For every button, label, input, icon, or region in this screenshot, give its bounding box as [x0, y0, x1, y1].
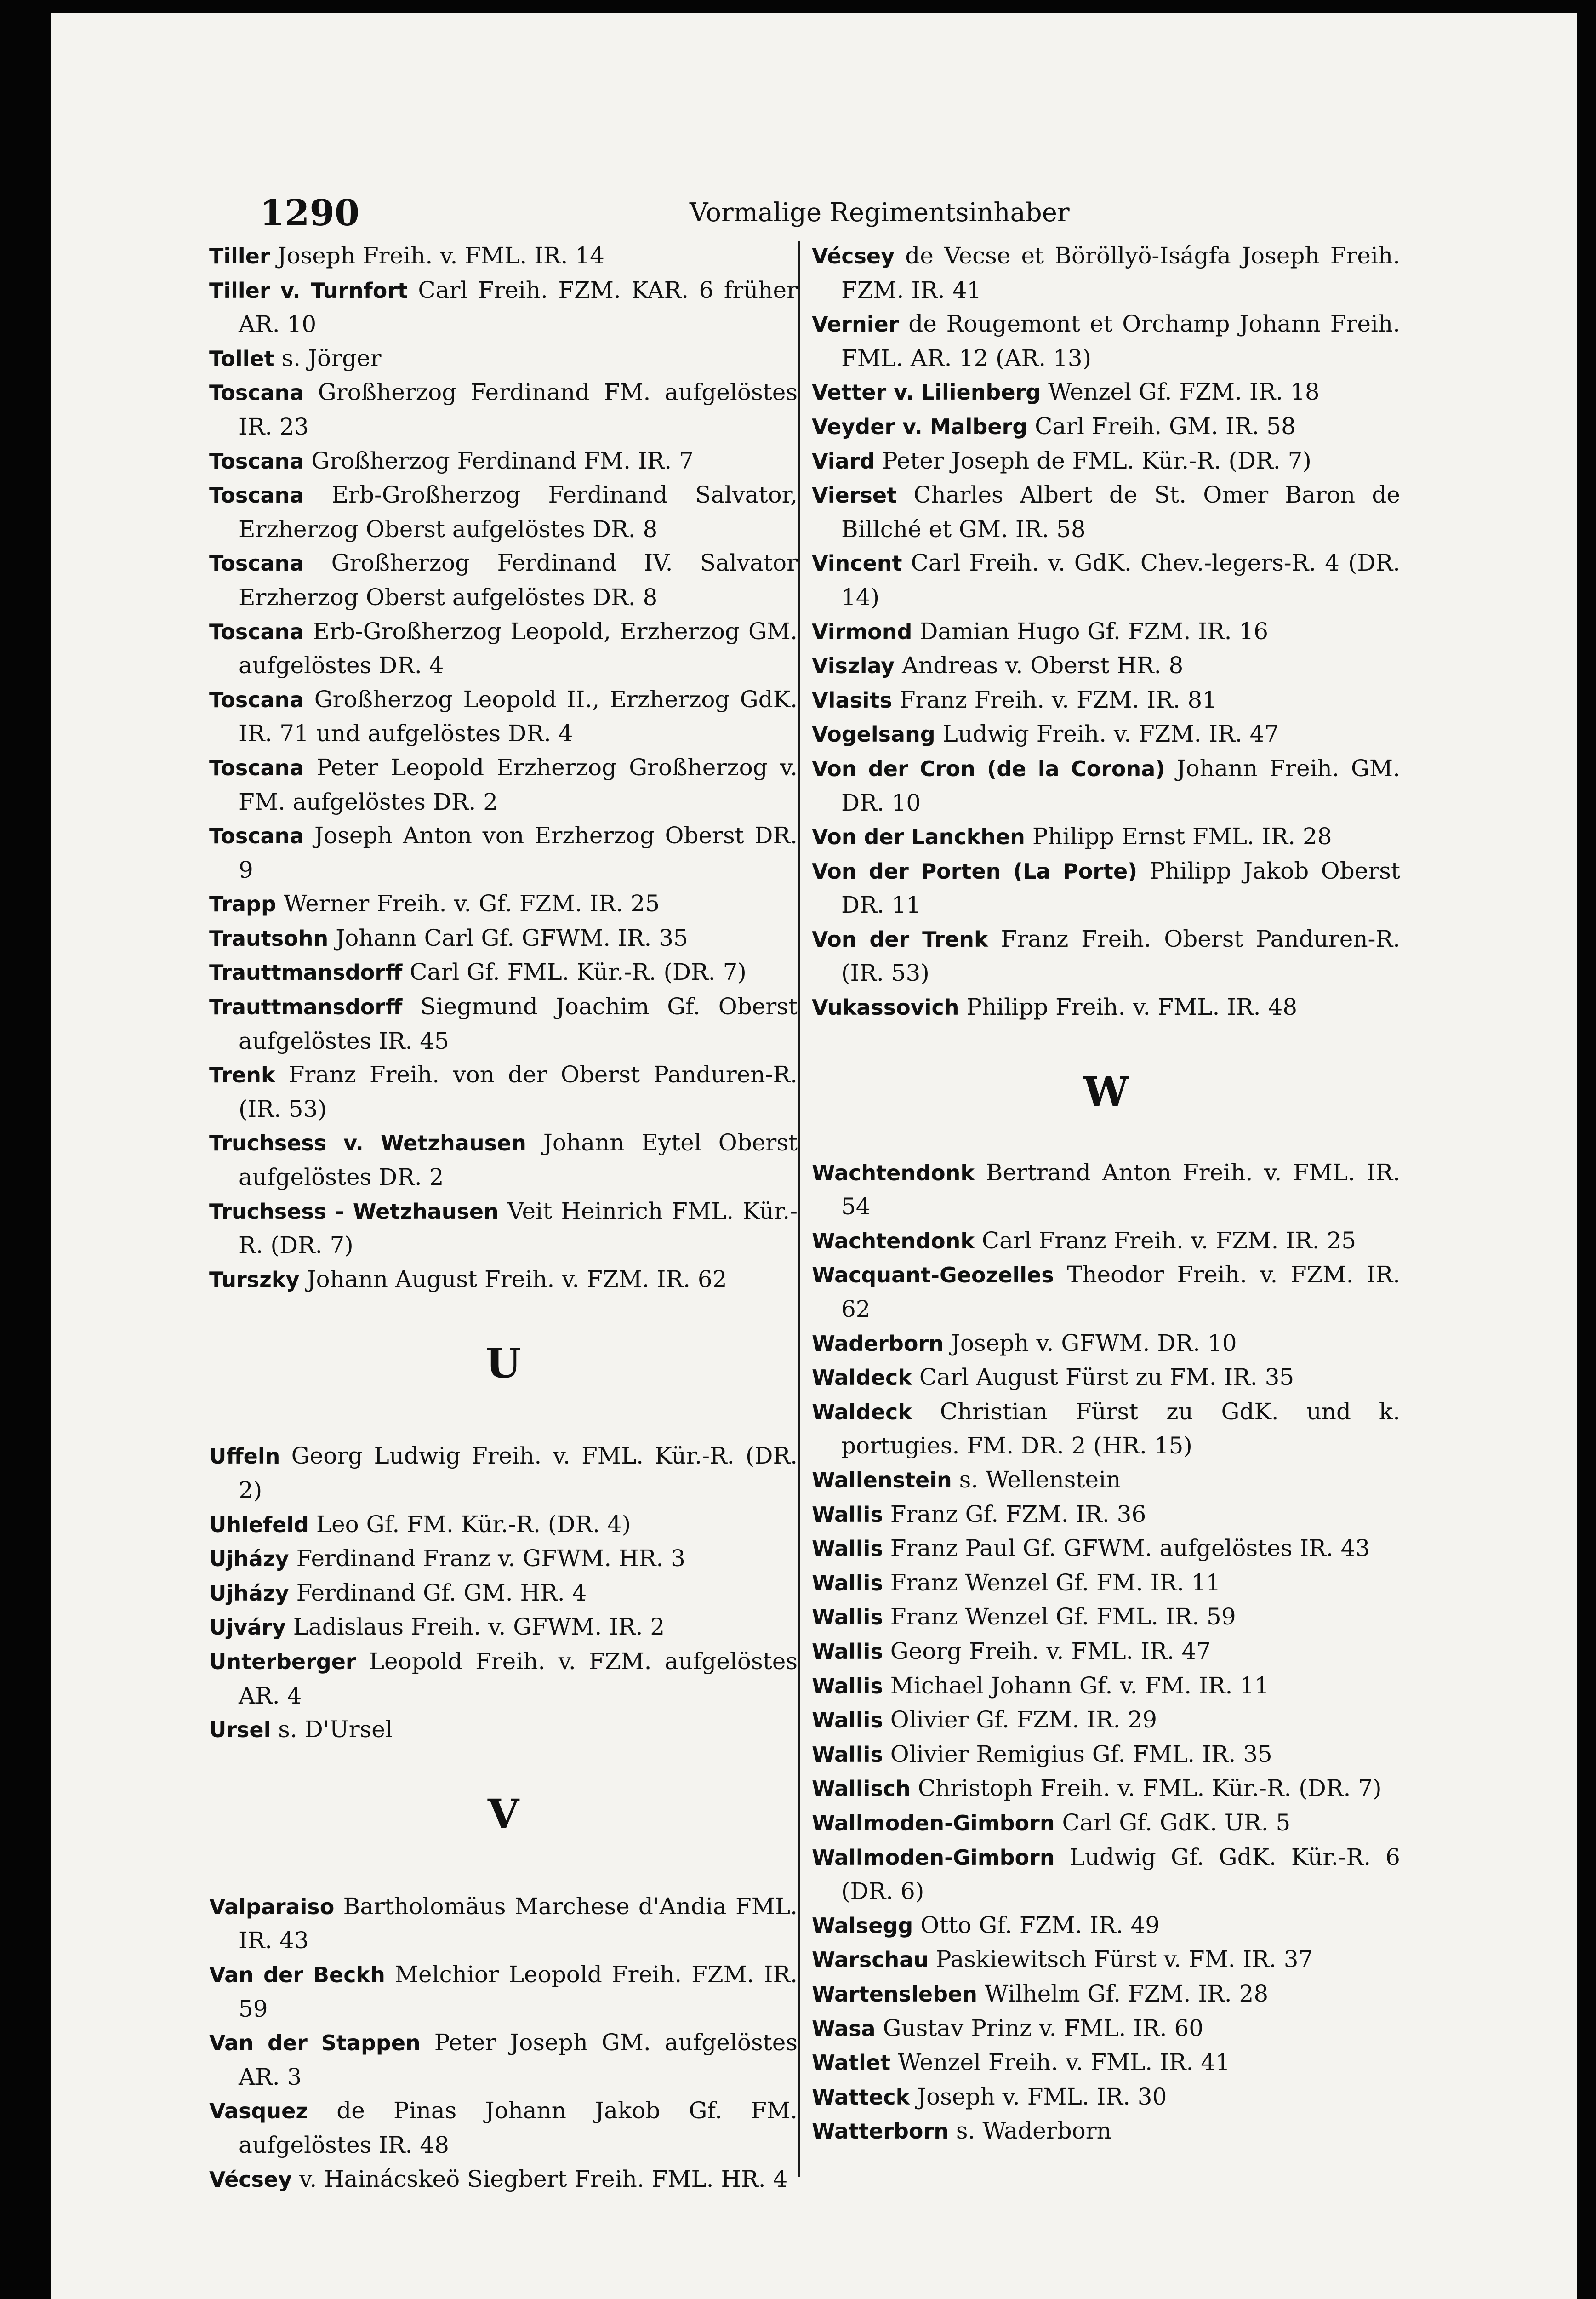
entry-name: Wallis — [812, 1673, 883, 1699]
entry-name: Wallmoden-Gimborn — [812, 1845, 1055, 1870]
entry-text: Peter Joseph de FML. Kür.-R. (DR. 7) — [882, 447, 1311, 474]
entry-name: Von der Trenk — [812, 926, 988, 952]
entry-text: Christian Fürst zu GdK. und k. portugies. FM. DR. 2 (HR. 15) — [841, 1398, 1400, 1459]
index-entry — [209, 1958, 798, 2026]
index-entry — [209, 1713, 798, 1747]
index-entry — [209, 751, 798, 819]
entry-text: Otto Gf. FZM. IR. 49 — [920, 1911, 1160, 1939]
entry-text: Erb-Großherzog Ferdinand Salvator, Erzherzog Oberst aufgelöstes DR. 8 — [239, 481, 798, 543]
entry-name: Watteck — [812, 2084, 910, 2110]
index-entry — [209, 683, 798, 751]
index-entry — [209, 274, 798, 342]
entry-text: Carl Freih. FZM. KAR. 6 früher AR. 10 — [239, 276, 798, 338]
index-entry — [209, 1126, 798, 1194]
entry-text: Ladislaus Freih. v. GFWM. IR. 2 — [293, 1613, 665, 1641]
index-entry — [812, 717, 1400, 752]
index-entry — [812, 444, 1400, 479]
index-entry — [812, 478, 1400, 546]
entry-name: Tollet — [209, 346, 274, 371]
entry-text: Großherzog Ferdinand FM. IR. 7 — [311, 447, 694, 474]
entry-text: Joseph v. GFWM. DR. 10 — [951, 1329, 1237, 1356]
index-entry — [209, 239, 798, 274]
index-entry — [209, 1542, 798, 1576]
entry-name: Trauttmansdorff — [209, 995, 403, 1020]
entry-name: Wallis — [812, 1605, 883, 1630]
entry-name: Trauttmansdorff — [209, 960, 403, 985]
entry-text: Melchior Leopold Freih. FZM. IR. 59 — [239, 1961, 798, 2022]
entry-name: Wacquant-Geozelles — [812, 1263, 1054, 1288]
entry-name: Ujházy — [209, 1580, 289, 1606]
index-entry — [812, 2012, 1400, 2046]
entry-text: Franz Freih. von der Oberst Panduren-R. (IR. 53) — [239, 1061, 798, 1122]
index-entry — [812, 1635, 1400, 1669]
entry-name: Viard — [812, 448, 875, 474]
entry-name: Toscana — [209, 448, 304, 474]
index-entry — [812, 1258, 1400, 1326]
entry-name: Waldeck — [812, 1365, 912, 1390]
index-entry — [812, 1841, 1400, 1909]
index-entry — [812, 752, 1400, 820]
entry-name: Vernier — [812, 312, 899, 337]
entry-name: Wallmoden-Gimborn — [812, 1810, 1055, 1836]
index-entry — [209, 990, 798, 1058]
entry-name: Vogelsang — [812, 722, 935, 747]
index-entry — [812, 1806, 1400, 1841]
index-entry — [812, 683, 1400, 718]
entry-text: Veit Heinrich FML. Kür.-R. (DR. 7) — [239, 1197, 798, 1259]
entry-text: Michael Johann Gf. v. FM. IR. 11 — [890, 1672, 1269, 1699]
entry-name: Vukassovich — [812, 995, 959, 1020]
entry-text: Großherzog Ferdinand FM. aufgelöstes IR. 23 — [239, 379, 798, 440]
entry-text: Andreas v. Oberst HR. 8 — [902, 652, 1184, 679]
index-entry — [209, 921, 798, 956]
entry-name: Wachtendonk — [812, 1160, 975, 1185]
entry-name: Vécsey — [209, 2167, 292, 2192]
index-entry — [812, 922, 1400, 990]
entry-list-v-cont — [812, 239, 1400, 1025]
index-entry — [812, 1669, 1400, 1704]
entry-text: s. Waderborn — [956, 2117, 1112, 2145]
entry-text: s. D'Ursel — [278, 1716, 393, 1743]
entry-text: Großherzog Leopold II., Erzherzog GdK. IR. 71 und aufgelöstes DR. 4 — [239, 686, 798, 747]
column-divider — [798, 241, 800, 2177]
entry-list-v — [209, 1890, 798, 2196]
entry-name: Wallisch — [812, 1776, 911, 1801]
entry-text: Christoph Freih. v. FML. Kür.-R. (DR. 7) — [918, 1775, 1382, 1802]
index-entry — [812, 307, 1400, 375]
index-entry — [812, 546, 1400, 614]
entry-name: Trenk — [209, 1063, 275, 1088]
index-entry — [812, 820, 1400, 854]
entry-name: Toscana — [209, 380, 304, 406]
entry-name: Wallis — [812, 1502, 883, 1527]
entry-text: Peter Leopold Erzherzog Großherzog v. FM. aufgelöstes DR. 2 — [239, 754, 798, 815]
index-entry — [812, 2114, 1400, 2149]
entry-text: Charles Albert de St. Omer Baron de Billché et GM. IR. 58 — [841, 481, 1400, 543]
entry-name: Wachtendonk — [812, 1228, 975, 1253]
index-entry — [812, 1738, 1400, 1772]
entry-name: Waderborn — [812, 1331, 944, 1356]
index-entry — [209, 546, 798, 614]
index-entry — [812, 1600, 1400, 1635]
entry-text: Theodor Freih. v. FZM. IR. 62 — [841, 1261, 1400, 1323]
index-entry — [812, 1395, 1400, 1463]
entry-name: Vetter v. Lilienberg — [812, 380, 1041, 405]
entry-text: Gustav Prinz v. FML. IR. 60 — [883, 2014, 1204, 2042]
index-entry — [812, 1943, 1400, 1977]
entry-name: Toscana — [209, 824, 304, 849]
index-entry — [812, 410, 1400, 444]
entry-name: Veyder v. Malberg — [812, 414, 1028, 439]
entry-text: Franz Freih. Oberst Panduren-R. (IR. 53) — [841, 925, 1400, 987]
entry-text: s. Jörger — [281, 344, 382, 372]
entry-name: Uffeln — [209, 1444, 280, 1469]
entry-name: Truchsess v. Wetzhausen — [209, 1131, 526, 1156]
index-entry — [812, 1566, 1400, 1601]
index-entry — [812, 239, 1400, 307]
index-entry — [209, 2094, 798, 2162]
entry-name: Toscana — [209, 483, 304, 508]
entry-name: Walsegg — [812, 1913, 913, 1938]
entry-name: Vécsey — [812, 244, 895, 269]
entry-name: Tiller v. Turnfort — [209, 278, 408, 303]
left-column — [209, 239, 798, 2196]
entry-name: Von der Porten (La Porte) — [812, 858, 1138, 884]
entry-text: Ludwig Freih. v. FZM. IR. 47 — [942, 721, 1279, 748]
entry-text: Carl August Fürst zu FM. IR. 35 — [919, 1364, 1294, 1391]
entry-name: Truchsess - Wetzhausen — [209, 1199, 499, 1224]
entry-name: Valparaiso — [209, 1894, 335, 1919]
entry-text: Franz Freih. v. FZM. IR. 81 — [899, 686, 1217, 713]
entry-text: Johann Freih. GM. DR. 10 — [841, 755, 1400, 816]
entry-name: Ujházy — [209, 1546, 289, 1572]
entry-list-w — [812, 1156, 1400, 2149]
entry-name: Turszky — [209, 1267, 300, 1292]
index-entry — [209, 615, 798, 683]
entry-name: Ujváry — [209, 1615, 286, 1640]
entry-list-u — [209, 1439, 798, 1747]
index-entry — [209, 887, 798, 921]
entry-name: Watterborn — [812, 2119, 949, 2144]
entry-text: Olivier Gf. FZM. IR. 29 — [890, 1706, 1157, 1733]
entry-text: de Pinas Johann Jakob Gf. FM. aufgelöstes IR. 48 — [239, 2097, 798, 2158]
entry-name: Wasa — [812, 2016, 876, 2041]
entry-name: Wallis — [812, 1639, 883, 1664]
entry-name: Toscana — [209, 687, 304, 712]
entry-text: Damian Hugo Gf. FZM. IR. 16 — [919, 618, 1269, 645]
page-header — [260, 192, 1441, 243]
entry-text: Carl Gf. FML. Kür.-R. (DR. 7) — [410, 959, 747, 986]
entry-text: Ludwig Gf. GdK. Kür.-R. 6 (DR. 6) — [841, 1843, 1400, 1905]
entry-text: Carl Freih. GM. IR. 58 — [1035, 412, 1296, 440]
entry-name: Wallis — [812, 1536, 883, 1561]
entry-name: Wallis — [812, 1570, 883, 1596]
entry-name: Wallis — [812, 1708, 883, 1733]
entry-name: Watlet — [812, 2050, 891, 2076]
entry-name: Van der Beckh — [209, 1962, 385, 1987]
entry-text: Georg Freih. v. FML. IR. 47 — [890, 1637, 1211, 1664]
index-entry — [209, 955, 798, 990]
entry-name: Toscana — [209, 755, 304, 780]
index-entry — [209, 1576, 798, 1611]
entry-text: Joseph v. FML. IR. 30 — [917, 2083, 1167, 2110]
entry-text: Joseph Anton von Erzherzog Oberst DR. 9 — [239, 822, 798, 883]
entry-text: Leopold Freih. v. FZM. aufgelöstes AR. 4 — [239, 1647, 798, 1709]
entry-name: Viszlay — [812, 653, 895, 679]
entry-name: Wartensleben — [812, 1981, 977, 2007]
index-entry — [209, 1195, 798, 1263]
entry-text: Philipp Ernst FML. IR. 28 — [1032, 823, 1332, 850]
index-entry — [812, 1532, 1400, 1566]
entry-name: Toscana — [209, 551, 304, 576]
entry-text: Großherzog Ferdinand IV. Salvator Erzherzog Oberst aufgelöstes DR. 8 — [239, 549, 798, 611]
section-heading-u: U — [485, 1339, 521, 1388]
index-entry — [812, 1463, 1400, 1498]
entry-text: Paskiewitsch Fürst v. FM. IR. 37 — [935, 1946, 1313, 1973]
running-title: Vormalige Regimentsinhaber — [690, 198, 1070, 228]
index-entry — [209, 2026, 798, 2094]
entry-text: Franz Gf. FZM. IR. 36 — [890, 1500, 1146, 1527]
entry-text: Erb-Großherzog Leopold, Erzherzog GM. aufgelöstes DR. 4 — [239, 618, 798, 679]
entry-name: Toscana — [209, 619, 304, 644]
entry-text: Philipp Freih. v. FML. IR. 48 — [966, 994, 1298, 1021]
index-entry — [812, 1361, 1400, 1395]
index-entry — [812, 649, 1400, 683]
entry-text: Wenzel Gf. FZM. IR. 18 — [1048, 378, 1320, 406]
entry-text: Werner Freih. v. Gf. FZM. IR. 25 — [283, 890, 660, 917]
entry-name: Von der Lanckhen — [812, 824, 1025, 850]
index-entry — [812, 615, 1400, 649]
index-entry — [812, 1224, 1400, 1258]
index-entry — [812, 1772, 1400, 1806]
index-entry — [812, 2080, 1400, 2115]
index-entry — [209, 478, 798, 546]
entry-text: Bartholomäus Marchese d'Andia FML. IR. 43 — [239, 1893, 798, 1954]
entry-text: Franz Wenzel Gf. FML. IR. 59 — [890, 1603, 1236, 1630]
entry-name: Van der Stappen — [209, 2030, 421, 2056]
entry-text: Wenzel Freih. v. FML. IR. 41 — [898, 2049, 1230, 2076]
entry-text: Carl Gf. GdK. UR. 5 — [1062, 1809, 1291, 1836]
index-entry — [812, 854, 1400, 922]
index-entry — [209, 1439, 798, 1507]
entry-name: Uhlefeld — [209, 1512, 309, 1537]
entry-list-t — [209, 239, 798, 1297]
index-entry — [812, 1977, 1400, 2012]
entry-name: Unterberger — [209, 1649, 356, 1674]
page-number: 1290 — [260, 192, 360, 234]
right-column — [812, 239, 1400, 2149]
index-entry — [209, 444, 798, 479]
index-entry — [209, 819, 798, 887]
entry-name: Virmond — [812, 619, 912, 644]
entry-text: Peter Joseph GM. aufgelöstes AR. 3 — [239, 2029, 798, 2090]
entry-text: de Vecse et Böröllyö-Iságfa Joseph Freih. FZM. IR. 41 — [841, 242, 1400, 303]
entry-text: v. Hainácskeö Siegbert Freih. FML. HR. 4 — [299, 2165, 788, 2192]
entry-name: Tiller — [209, 244, 270, 269]
index-entry — [209, 376, 798, 444]
entry-name: Wallenstein — [812, 1468, 952, 1493]
entry-text: Ferdinand Franz v. GFWM. HR. 3 — [296, 1545, 685, 1572]
index-entry — [812, 375, 1400, 410]
entry-text: Siegmund Joachim Gf. Oberst aufgelöstes IR. 45 — [239, 993, 798, 1054]
index-entry — [812, 1498, 1400, 1532]
entry-text: Franz Wenzel Gf. FM. IR. 11 — [890, 1569, 1221, 1596]
index-entry — [209, 1058, 798, 1126]
index-entry — [209, 1508, 798, 1542]
entry-text: Wilhelm Gf. FZM. IR. 28 — [984, 1980, 1269, 2007]
entry-text: Philipp Jakob Oberst DR. 11 — [841, 857, 1400, 919]
entry-text: Joseph Freih. v. FML. IR. 14 — [277, 242, 604, 269]
index-entry — [812, 1909, 1400, 1943]
entry-name: Vlasits — [812, 687, 892, 713]
entry-text: Leo Gf. FM. Kür.-R. (DR. 4) — [316, 1510, 631, 1538]
index-entry — [209, 1890, 798, 1958]
section-heading-v: V — [487, 1790, 519, 1838]
entry-text: Ferdinand Gf. GM. HR. 4 — [296, 1579, 587, 1606]
entry-name: Ursel — [209, 1717, 271, 1743]
entry-text: Johann Carl Gf. GFWM. IR. 35 — [336, 924, 688, 951]
entry-name: Von der Cron (de la Corona) — [812, 756, 1165, 781]
index-entry — [812, 2046, 1400, 2080]
entry-text: Franz Paul Gf. GFWM. aufgelöstes IR. 43 — [890, 1535, 1370, 1562]
index-entry — [209, 2162, 798, 2197]
entry-text: Olivier Remigius Gf. FML. IR. 35 — [890, 1740, 1272, 1767]
entry-text: Carl Franz Freih. v. FZM. IR. 25 — [981, 1227, 1357, 1254]
entry-text: Johann August Freih. v. FZM. IR. 62 — [307, 1265, 727, 1292]
entry-text: de Rougemont et Orchamp Johann Freih. FML. AR. 12 (AR. 13) — [841, 310, 1400, 372]
index-entry — [812, 1156, 1400, 1224]
entry-text: Georg Ludwig Freih. v. FML. Kür.-R. (DR. 2) — [239, 1442, 798, 1504]
index-entry — [812, 990, 1400, 1025]
index-entry — [209, 1263, 798, 1297]
entry-text: Bertrand Anton Freih. v. FML. IR. 54 — [841, 1159, 1400, 1220]
entry-name: Vierset — [812, 483, 897, 508]
index-entry — [209, 342, 798, 376]
entry-text: s. Wellenstein — [959, 1466, 1121, 1493]
index-entry — [209, 1610, 798, 1645]
index-entry — [812, 1327, 1400, 1361]
entry-name: Wallis — [812, 1742, 883, 1767]
index-entry — [812, 1703, 1400, 1738]
section-heading-w: W — [1083, 1067, 1129, 1115]
entry-text: Johann Eytel Oberst aufgelöstes DR. 2 — [239, 1129, 798, 1191]
entry-name: Waldeck — [812, 1399, 912, 1424]
entry-text: Carl Freih. v. GdK. Chev.-legers-R. 4 (DR. 14) — [841, 549, 1401, 611]
entry-name: Trautsohn — [209, 926, 329, 951]
entry-name: Vasquez — [209, 2099, 308, 2124]
entry-name: Vincent — [812, 551, 902, 576]
entry-name: Trapp — [209, 892, 276, 917]
entry-name: Warschau — [812, 1947, 929, 1973]
index-entry — [209, 1645, 798, 1713]
